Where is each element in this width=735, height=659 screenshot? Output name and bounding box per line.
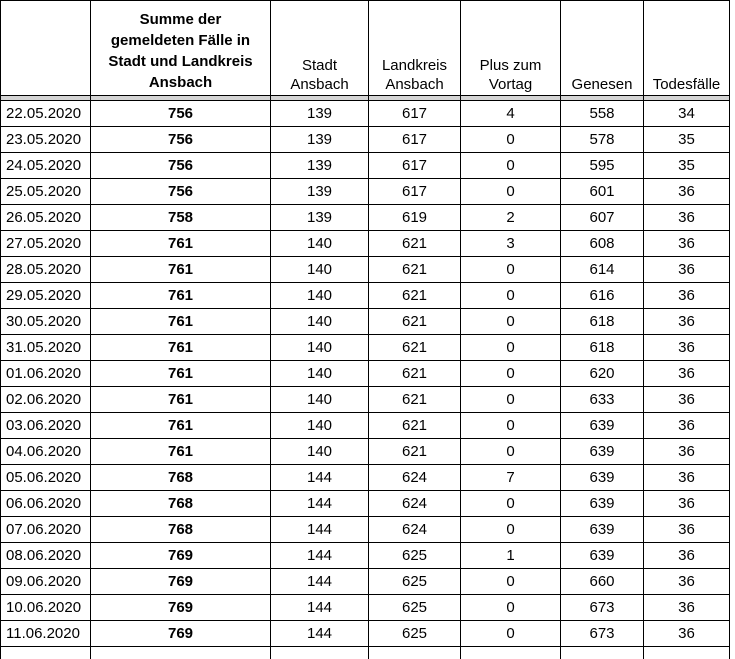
cell-sum: 769 bbox=[91, 621, 271, 647]
cell-tod: 36 bbox=[644, 413, 730, 439]
table-row bbox=[1, 543, 730, 569]
table-body bbox=[1, 101, 730, 659]
cell-stadt: 140 bbox=[271, 387, 369, 413]
cell-date: 03.06.2020 bbox=[1, 413, 91, 439]
cell-date: 09.06.2020 bbox=[1, 569, 91, 595]
cell-stadt: 139 bbox=[271, 101, 369, 127]
cell-tod: 36 bbox=[644, 439, 730, 465]
cell-sum: 756 bbox=[91, 153, 271, 179]
cell-stadt: 139 bbox=[271, 205, 369, 231]
cell-landkreis: 617 bbox=[369, 101, 461, 127]
cell-plus: 3 bbox=[461, 231, 561, 257]
cell-genesen: 618 bbox=[561, 309, 644, 335]
cell-stadt: 144 bbox=[271, 491, 369, 517]
cell-tod: 36 bbox=[644, 283, 730, 309]
cell-date: 08.06.2020 bbox=[1, 543, 91, 569]
cell-genesen: 595 bbox=[561, 153, 644, 179]
table-row bbox=[1, 595, 730, 621]
cell-tod: 36 bbox=[644, 569, 730, 595]
cell-sum: 761 bbox=[91, 283, 271, 309]
table-row bbox=[1, 517, 730, 543]
cell-plus: 0 bbox=[461, 153, 561, 179]
cell-date: 11.06.2020 bbox=[1, 621, 91, 647]
cell-tod: 36 bbox=[644, 205, 730, 231]
cell-landkreis: 621 bbox=[369, 439, 461, 465]
cell-date: 22.05.2020 bbox=[1, 101, 91, 127]
cell-plus: 1 bbox=[461, 543, 561, 569]
header-date bbox=[1, 1, 91, 96]
cell-genesen: 620 bbox=[561, 361, 644, 387]
table-row-partial bbox=[1, 647, 730, 659]
cell-landkreis: 621 bbox=[369, 283, 461, 309]
cell-stadt: 140 bbox=[271, 257, 369, 283]
table-row bbox=[1, 491, 730, 517]
cell-genesen: 614 bbox=[561, 257, 644, 283]
cell-genesen: 639 bbox=[561, 543, 644, 569]
cell-plus: 2 bbox=[461, 205, 561, 231]
cell-sum: 761 bbox=[91, 309, 271, 335]
cell-tod: 36 bbox=[644, 361, 730, 387]
cell-tod: 36 bbox=[644, 465, 730, 491]
table-row bbox=[1, 387, 730, 413]
cell-date: 01.06.2020 bbox=[1, 361, 91, 387]
cell-sum: 761 bbox=[91, 335, 271, 361]
cell-date: 30.05.2020 bbox=[1, 309, 91, 335]
table-row bbox=[1, 283, 730, 309]
cell-genesen: 639 bbox=[561, 465, 644, 491]
cell-sum: 756 bbox=[91, 101, 271, 127]
table-row bbox=[1, 465, 730, 491]
cell-tod: 36 bbox=[644, 543, 730, 569]
cell-plus: 0 bbox=[461, 595, 561, 621]
cell-plus: 0 bbox=[461, 309, 561, 335]
header-plus: Plus zum Vortag bbox=[461, 1, 561, 96]
cell-sum: 768 bbox=[91, 465, 271, 491]
cell-sum: 761 bbox=[91, 361, 271, 387]
cell-plus: 0 bbox=[461, 569, 561, 595]
cell-landkreis: 621 bbox=[369, 413, 461, 439]
cell-tod: 36 bbox=[644, 257, 730, 283]
cell-plus: 0 bbox=[461, 439, 561, 465]
cell-landkreis: 621 bbox=[369, 309, 461, 335]
cell-landkreis: 621 bbox=[369, 335, 461, 361]
cell-stadt: 139 bbox=[271, 179, 369, 205]
cell-plus: 0 bbox=[461, 491, 561, 517]
cell-stadt: 140 bbox=[271, 439, 369, 465]
cell-plus: 0 bbox=[461, 517, 561, 543]
cell-genesen: 660 bbox=[561, 569, 644, 595]
cell-stadt: 144 bbox=[271, 543, 369, 569]
cell-date: 27.05.2020 bbox=[1, 231, 91, 257]
cell-genesen: 673 bbox=[561, 595, 644, 621]
header-row bbox=[1, 1, 730, 96]
table-row bbox=[1, 621, 730, 647]
table-row bbox=[1, 361, 730, 387]
header-genesen: Genesen bbox=[561, 1, 644, 96]
cell-stadt: 140 bbox=[271, 231, 369, 257]
cell-stadt: 144 bbox=[271, 621, 369, 647]
cell-tod: 36 bbox=[644, 621, 730, 647]
cell-sum: 761 bbox=[91, 439, 271, 465]
cell-genesen: 639 bbox=[561, 517, 644, 543]
cell-stadt: 144 bbox=[271, 465, 369, 491]
cell-landkreis: 617 bbox=[369, 179, 461, 205]
header-stadt: Stadt Ansbach bbox=[271, 1, 369, 96]
cell-tod: 36 bbox=[644, 595, 730, 621]
cell-tod: 36 bbox=[644, 309, 730, 335]
table-row bbox=[1, 153, 730, 179]
cell-genesen: 616 bbox=[561, 283, 644, 309]
cell-sum: 768 bbox=[91, 517, 271, 543]
cell-plus: 0 bbox=[461, 387, 561, 413]
table-row bbox=[1, 101, 730, 127]
header-landkreis: Landkreis Ansbach bbox=[369, 1, 461, 96]
cell-plus: 0 bbox=[461, 413, 561, 439]
cell-genesen: 618 bbox=[561, 335, 644, 361]
cell-landkreis: 625 bbox=[369, 543, 461, 569]
cell-genesen: 633 bbox=[561, 387, 644, 413]
cell-tod: 36 bbox=[644, 517, 730, 543]
cell-genesen: 601 bbox=[561, 179, 644, 205]
cell-landkreis: 621 bbox=[369, 231, 461, 257]
cell-genesen: 578 bbox=[561, 127, 644, 153]
cell-tod: 36 bbox=[644, 179, 730, 205]
cell-tod: 36 bbox=[644, 335, 730, 361]
cell-landkreis: 617 bbox=[369, 153, 461, 179]
cell-sum: 756 bbox=[91, 179, 271, 205]
cell-landkreis: 617 bbox=[369, 127, 461, 153]
cell-plus: 0 bbox=[461, 361, 561, 387]
table-row bbox=[1, 257, 730, 283]
cell-sum: 761 bbox=[91, 413, 271, 439]
cell-landkreis: 625 bbox=[369, 621, 461, 647]
cell-genesen: 607 bbox=[561, 205, 644, 231]
cell-sum: 761 bbox=[91, 257, 271, 283]
cell-genesen: 608 bbox=[561, 231, 644, 257]
cell-plus: 7 bbox=[461, 465, 561, 491]
cell-stadt: 140 bbox=[271, 309, 369, 335]
cell-date: 26.05.2020 bbox=[1, 205, 91, 231]
cell-date: 04.06.2020 bbox=[1, 439, 91, 465]
cell-stadt: 139 bbox=[271, 153, 369, 179]
cell-sum: 761 bbox=[91, 387, 271, 413]
cell-date: 29.05.2020 bbox=[1, 283, 91, 309]
cell-plus: 0 bbox=[461, 621, 561, 647]
table-row bbox=[1, 569, 730, 595]
cell-genesen: 639 bbox=[561, 439, 644, 465]
cell-landkreis: 624 bbox=[369, 491, 461, 517]
cell-tod: 36 bbox=[644, 387, 730, 413]
cell-sum: 756 bbox=[91, 127, 271, 153]
cell-date: 31.05.2020 bbox=[1, 335, 91, 361]
cell-landkreis: 624 bbox=[369, 465, 461, 491]
cell-genesen: 673 bbox=[561, 621, 644, 647]
cell-stadt: 139 bbox=[271, 127, 369, 153]
cell-date: 06.06.2020 bbox=[1, 491, 91, 517]
cell-stadt: 140 bbox=[271, 413, 369, 439]
cell-genesen: 558 bbox=[561, 101, 644, 127]
cell-landkreis: 624 bbox=[369, 517, 461, 543]
cell-sum: 768 bbox=[91, 491, 271, 517]
cell-stadt: 140 bbox=[271, 335, 369, 361]
cell-landkreis: 619 bbox=[369, 205, 461, 231]
cell-genesen: 639 bbox=[561, 413, 644, 439]
cell-sum: 758 bbox=[91, 205, 271, 231]
cell-date: 05.06.2020 bbox=[1, 465, 91, 491]
table-row bbox=[1, 179, 730, 205]
cell-tod: 35 bbox=[644, 153, 730, 179]
table-row bbox=[1, 127, 730, 153]
table-row bbox=[1, 309, 730, 335]
cell-sum: 761 bbox=[91, 231, 271, 257]
cell-stadt: 144 bbox=[271, 595, 369, 621]
cell-landkreis: 625 bbox=[369, 595, 461, 621]
cell-plus: 0 bbox=[461, 283, 561, 309]
cell-stadt: 140 bbox=[271, 283, 369, 309]
cell-date: 02.06.2020 bbox=[1, 387, 91, 413]
cell-sum: 769 bbox=[91, 595, 271, 621]
cell-date: 25.05.2020 bbox=[1, 179, 91, 205]
cell-tod: 34 bbox=[644, 101, 730, 127]
cell-tod: 36 bbox=[644, 491, 730, 517]
cell-stadt: 144 bbox=[271, 517, 369, 543]
header-tod: Todesfälle bbox=[644, 1, 730, 96]
cell-landkreis: 621 bbox=[369, 387, 461, 413]
cell-date: 23.05.2020 bbox=[1, 127, 91, 153]
cell-tod: 36 bbox=[644, 231, 730, 257]
cell-landkreis: 621 bbox=[369, 361, 461, 387]
table-row bbox=[1, 413, 730, 439]
cell-date: 10.06.2020 bbox=[1, 595, 91, 621]
cell-genesen: 639 bbox=[561, 491, 644, 517]
table-row bbox=[1, 439, 730, 465]
cell-plus: 0 bbox=[461, 127, 561, 153]
cell-plus: 0 bbox=[461, 257, 561, 283]
cell-landkreis: 621 bbox=[369, 257, 461, 283]
cell-sum: 769 bbox=[91, 569, 271, 595]
cell-stadt: 140 bbox=[271, 361, 369, 387]
header-sum: Summe der gemeldeten Fälle in Stadt und Landkreis Ansbach bbox=[91, 1, 271, 96]
cell-stadt: 144 bbox=[271, 569, 369, 595]
table-row bbox=[1, 231, 730, 257]
cell-date: 24.05.2020 bbox=[1, 153, 91, 179]
cell-sum: 769 bbox=[91, 543, 271, 569]
cell-landkreis: 625 bbox=[369, 569, 461, 595]
table-row bbox=[1, 205, 730, 231]
cell-date: 07.06.2020 bbox=[1, 517, 91, 543]
cell-tod: 35 bbox=[644, 127, 730, 153]
cell-date: 28.05.2020 bbox=[1, 257, 91, 283]
cell-plus: 0 bbox=[461, 179, 561, 205]
cell-plus: 4 bbox=[461, 101, 561, 127]
table-row bbox=[1, 335, 730, 361]
cell-plus: 0 bbox=[461, 335, 561, 361]
